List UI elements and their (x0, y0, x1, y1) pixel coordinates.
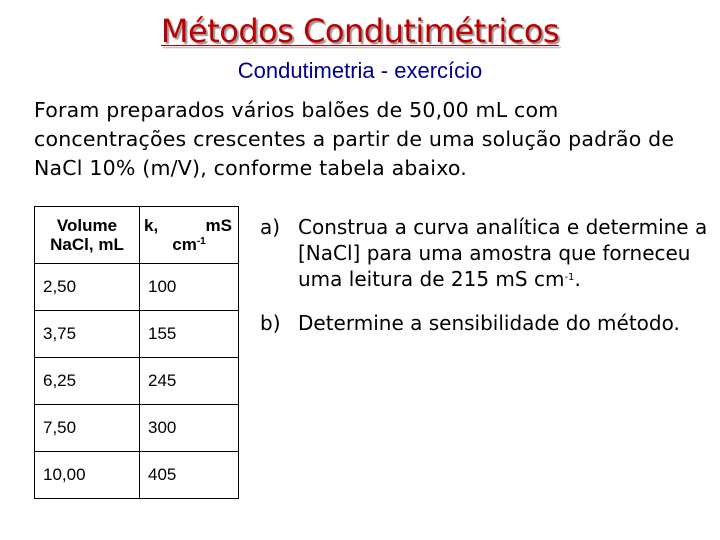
cell-volume: 6,25 (35, 358, 140, 405)
question-a-text: Construa a curva analítica e determine a [NaCl] para uma amostra que forneceu uma leitura de 215 mS cm (298, 215, 708, 291)
table-row (35, 452, 239, 499)
header-k-unit: mS (205, 216, 232, 235)
table-row (35, 358, 239, 405)
intro-paragraph: Foram preparados vários balões de 50,00 mL com concentrações crescentes a partir de uma solução padrão de NaCl 10% (m/V), conforme tabela abaixo. (34, 98, 675, 180)
header-cm-exponent: -1 (196, 236, 206, 247)
question-b-text: Determine a sensibilidade do método. (298, 311, 680, 335)
cell-volume: 7,50 (35, 405, 140, 452)
cell-k: 100 (140, 264, 239, 311)
table-row (35, 405, 239, 452)
question-b (260, 310, 710, 336)
header-conductivity (140, 207, 239, 264)
header-volume (35, 207, 140, 264)
cell-volume: 10,00 (35, 452, 140, 499)
cell-k: 405 (140, 452, 239, 499)
question-b-letter: b) (260, 311, 281, 335)
cell-volume: 3,75 (35, 311, 140, 358)
question-a-text-wrap (298, 214, 710, 292)
cell-k: 155 (140, 311, 239, 358)
header-k-line (140, 216, 238, 235)
slide-subtitle: Condutimetria - exercício (237, 58, 483, 83)
cell-k: 245 (140, 358, 239, 405)
question-a-letter: a) (260, 215, 281, 239)
questions-list (260, 214, 710, 336)
table-row (35, 311, 239, 358)
cell-k: 300 (140, 405, 239, 452)
header-volume-line1: Volume (56, 216, 118, 235)
slide-title: Métodos Condutimétricos (160, 12, 560, 50)
header-cm: cm (172, 235, 197, 254)
data-table (34, 206, 239, 499)
header-k-line2 (140, 235, 238, 254)
cell-volume: 2,50 (35, 264, 140, 311)
question-a (260, 214, 710, 292)
table-header-row (35, 207, 239, 264)
header-volume-line2: NaCl, mL (50, 235, 124, 254)
question-a-exponent: -1 (564, 272, 575, 283)
question-a-end: . (574, 267, 581, 291)
table-row (35, 264, 239, 311)
header-k-label: k, (144, 216, 159, 235)
